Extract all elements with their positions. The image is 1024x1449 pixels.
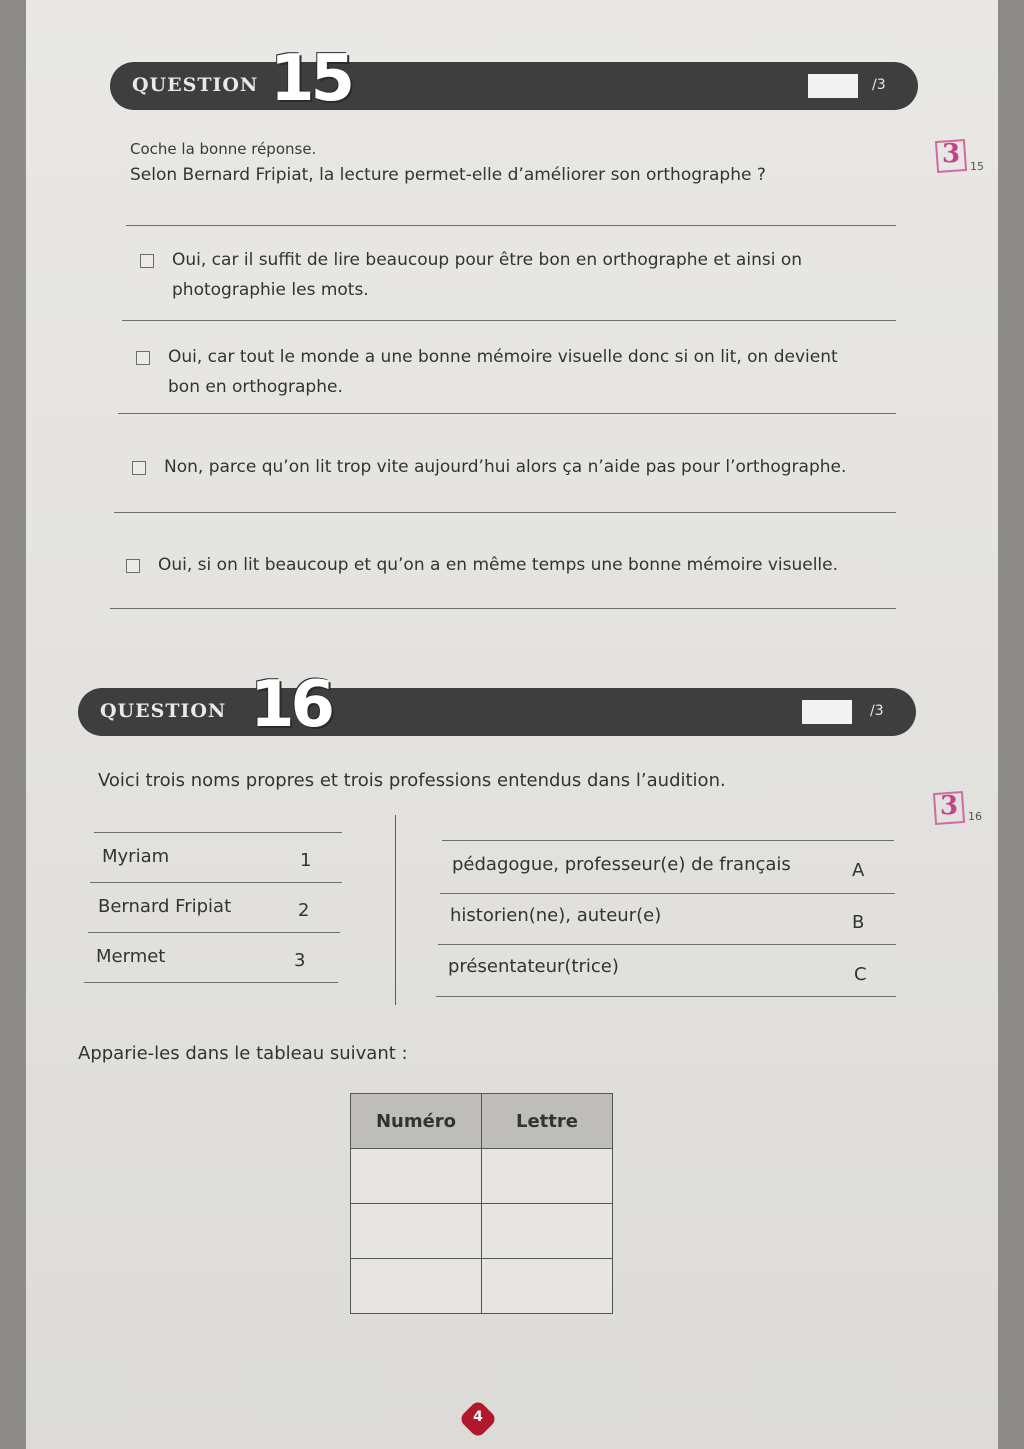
q15-option-3[interactable] bbox=[132, 452, 902, 482]
question-number: 15 bbox=[270, 42, 352, 116]
q15-prompt: Selon Bernard Fripiat, la lecture permet-elle d’améliorer son orthographe ? bbox=[130, 165, 766, 185]
q16-prompt: Voici trois noms propres et trois professions entendus dans l’audition. bbox=[98, 770, 726, 791]
table-row bbox=[351, 1204, 613, 1259]
name-number: 1 bbox=[300, 850, 312, 871]
question-number: 16 bbox=[250, 668, 332, 742]
page-number: 4 bbox=[473, 1409, 483, 1425]
answer-cell-lettre[interactable] bbox=[482, 1204, 613, 1259]
divider bbox=[88, 932, 340, 933]
divider bbox=[114, 512, 896, 513]
answer-cell-lettre[interactable] bbox=[482, 1259, 613, 1314]
answer-cell-lettre[interactable] bbox=[482, 1149, 613, 1204]
q15-instruction: Coche la bonne réponse. bbox=[130, 140, 317, 158]
profession-letter: B bbox=[852, 912, 865, 933]
profession-letter: C bbox=[854, 964, 867, 985]
profession-c: présentateur(trice) bbox=[448, 956, 619, 977]
divider bbox=[84, 982, 338, 983]
name-myriam: Myriam bbox=[102, 846, 170, 867]
profession-a: pédagogue, professeur(e) de français bbox=[452, 854, 791, 875]
name-bernard-fripiat: Bernard Fripiat bbox=[98, 896, 232, 917]
score-max: /3 bbox=[870, 703, 884, 719]
answer-cell-numero[interactable] bbox=[351, 1149, 482, 1204]
divider bbox=[126, 225, 896, 226]
divider bbox=[94, 832, 342, 833]
checkbox[interactable] bbox=[126, 559, 140, 573]
profession-b: historien(ne), auteur(e) bbox=[450, 905, 662, 926]
checkbox[interactable] bbox=[136, 351, 150, 365]
checkbox[interactable] bbox=[140, 254, 154, 268]
checkbox[interactable] bbox=[132, 461, 146, 475]
answer-cell-numero[interactable] bbox=[351, 1204, 482, 1259]
question-16-header bbox=[78, 668, 916, 742]
divider bbox=[122, 320, 896, 321]
grading-mark: 3 bbox=[940, 791, 959, 821]
score-box[interactable] bbox=[808, 74, 858, 98]
grading-mark-number: 16 bbox=[968, 810, 982, 823]
divider bbox=[440, 893, 895, 894]
pair-instruction: Apparie-les dans le tableau suivant : bbox=[78, 1043, 408, 1064]
name-number: 2 bbox=[298, 900, 310, 921]
question-15-header bbox=[110, 42, 918, 116]
matching-table bbox=[350, 1093, 613, 1314]
divider bbox=[442, 840, 894, 841]
grading-mark: 3 bbox=[942, 139, 961, 169]
question-label: QUESTION bbox=[100, 700, 227, 722]
option-text: Oui, car tout le monde a une bonne mémoire visuelle donc si on lit, on devient bon en orthographe. bbox=[168, 347, 838, 397]
question-label: QUESTION bbox=[132, 74, 259, 96]
score-box[interactable] bbox=[802, 700, 852, 724]
name-mermet: Mermet bbox=[96, 946, 166, 967]
divider bbox=[436, 996, 896, 997]
divider bbox=[90, 882, 342, 883]
column-separator bbox=[395, 815, 396, 1005]
grading-mark-number: 15 bbox=[970, 160, 984, 173]
q15-option-1[interactable] bbox=[140, 245, 880, 305]
table-row bbox=[351, 1149, 613, 1204]
name-number: 3 bbox=[294, 950, 306, 971]
answer-cell-numero[interactable] bbox=[351, 1259, 482, 1314]
score-max: /3 bbox=[872, 77, 886, 93]
profession-letter: A bbox=[852, 860, 865, 881]
option-text: Oui, car il suffit de lire beaucoup pour être bon en orthographe et ainsi on photographie les mots. bbox=[172, 250, 802, 300]
header-numero: Numéro bbox=[351, 1094, 482, 1149]
divider bbox=[438, 944, 896, 945]
option-text: Non, parce qu’on lit trop vite aujourd’hui alors ça n’aide pas pour l’orthographe. bbox=[164, 457, 847, 477]
header-lettre: Lettre bbox=[482, 1094, 613, 1149]
option-text: Oui, si on lit beaucoup et qu’on a en même temps une bonne mémoire visuelle. bbox=[158, 555, 839, 575]
q15-option-4[interactable] bbox=[126, 550, 902, 580]
table-row bbox=[351, 1259, 613, 1314]
divider bbox=[110, 608, 896, 609]
divider bbox=[118, 413, 896, 414]
q15-option-2[interactable] bbox=[136, 342, 896, 402]
